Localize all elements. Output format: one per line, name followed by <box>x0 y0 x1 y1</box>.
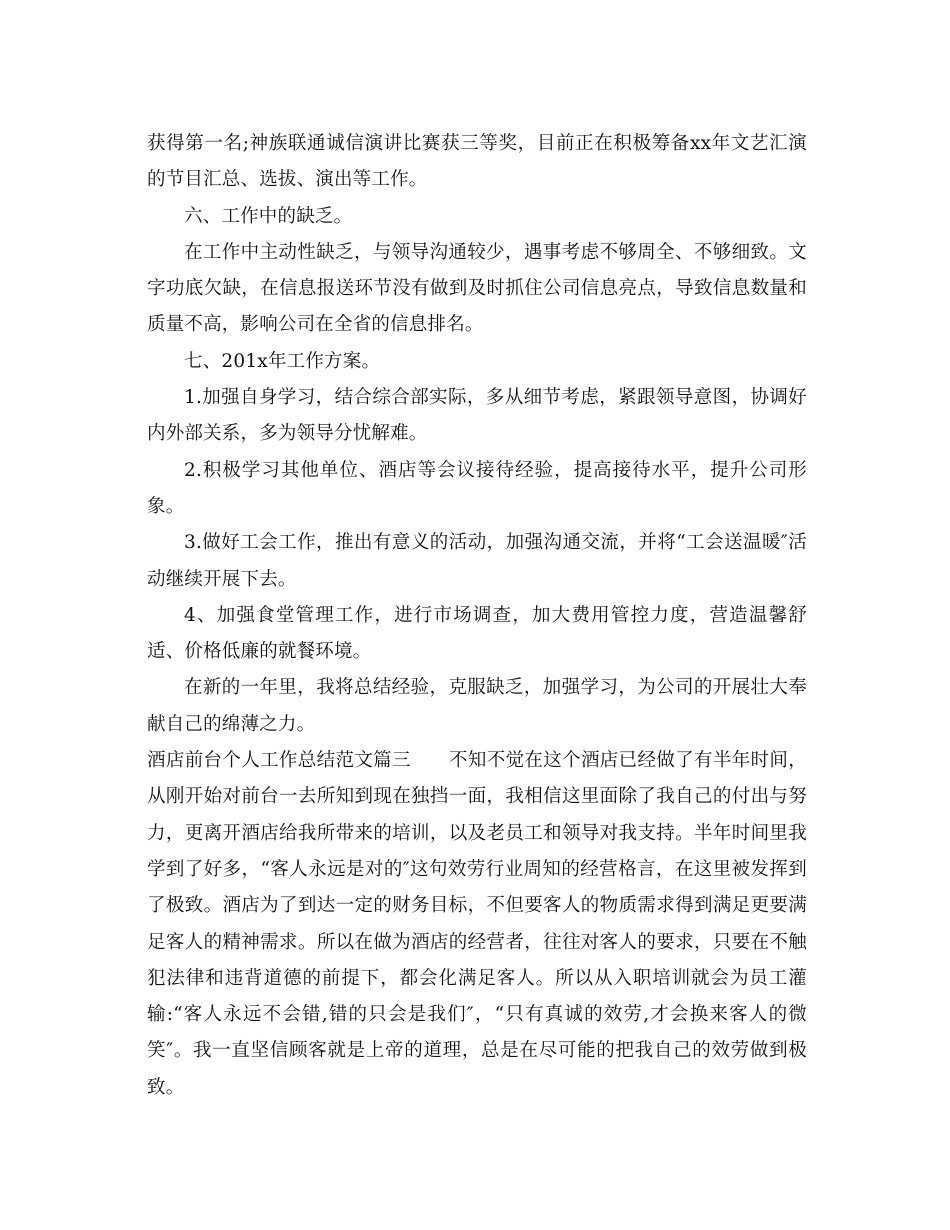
section-three-paragraph <box>147 743 807 1106</box>
section-body: 不知不觉在这个酒店已经做了有半年时间，从刚开始对前台一去所知到现在独挡一面，我相信这里面除了我自己的付出与努力，更离开酒店给我所带来的培训，以及老员工和领导对我支持。半年时间里我学到了好多，“客人永远是对的″这句效劳行业周知的经营格言，在这里被发挥到了极致。酒店为了到达一定的财务目标，不但要客人的物质需求得到满足更要满足客人的精神需求。所以在做为酒店的经营者，往往对客人的要求，只要在不触犯法律和违背道德的前提下，都会化满足客人。所以从入职培训就会为员工灌输:“客人永远不会错,错的只会是我们″，“只有真诚的效劳,才会换来客人的微笑″。我一直坚信顾客就是上帝的道理，总是在尽可能的把我自己的效劳做到极致。 <box>147 750 807 1098</box>
paragraph-closing: 在新的一年里，我将总结经验，克服缺乏，加强学习，为公司的开展壮大奉献自己的绵薄之力。 <box>147 677 807 735</box>
paragraph-shortcomings: 在工作中主动性缺乏，与领导沟通较少，遇事考虑不够周全、不够细致。文字功底欠缺，在信息报送环节没有做到及时抓住公司信息亮点，导致信息数量和质量不高，影响公司在全省的信息排名。 <box>147 241 807 336</box>
plan-item-2: 2.积极学习其他单位、酒店等会议接待经验，提高接待水平，提升公司形象。 <box>147 459 807 517</box>
document-body <box>147 126 807 1106</box>
paragraph-awards-continued: 获得第一名;神族联通诚信演讲比赛获三等奖，目前正在积极筹备xx年文艺汇演的节目汇总、选拔、演出等工作。 <box>147 133 807 191</box>
section-title: 酒店前台个人工作总结范文篇三 <box>147 750 411 772</box>
plan-item-1: 1.加强自身学习，结合综合部实际，多从细节考虑，紧跟领导意图，协调好内外部关系，多为领导分忧解难。 <box>147 387 807 445</box>
plan-item-3: 3.做好工会工作，推出有意义的活动，加强沟通交流，并将“工会送温暖″活动继续开展下去。 <box>147 532 807 590</box>
heading-shortcomings: 六、工作中的缺乏。 <box>184 205 353 227</box>
heading-work-plan: 七、201x年工作方案。 <box>184 350 381 372</box>
plan-item-4: 4、加强食堂管理工作，进行市场调查，加大费用管控力度，营造温馨舒适、价格低廉的就餐环境。 <box>147 604 807 663</box>
